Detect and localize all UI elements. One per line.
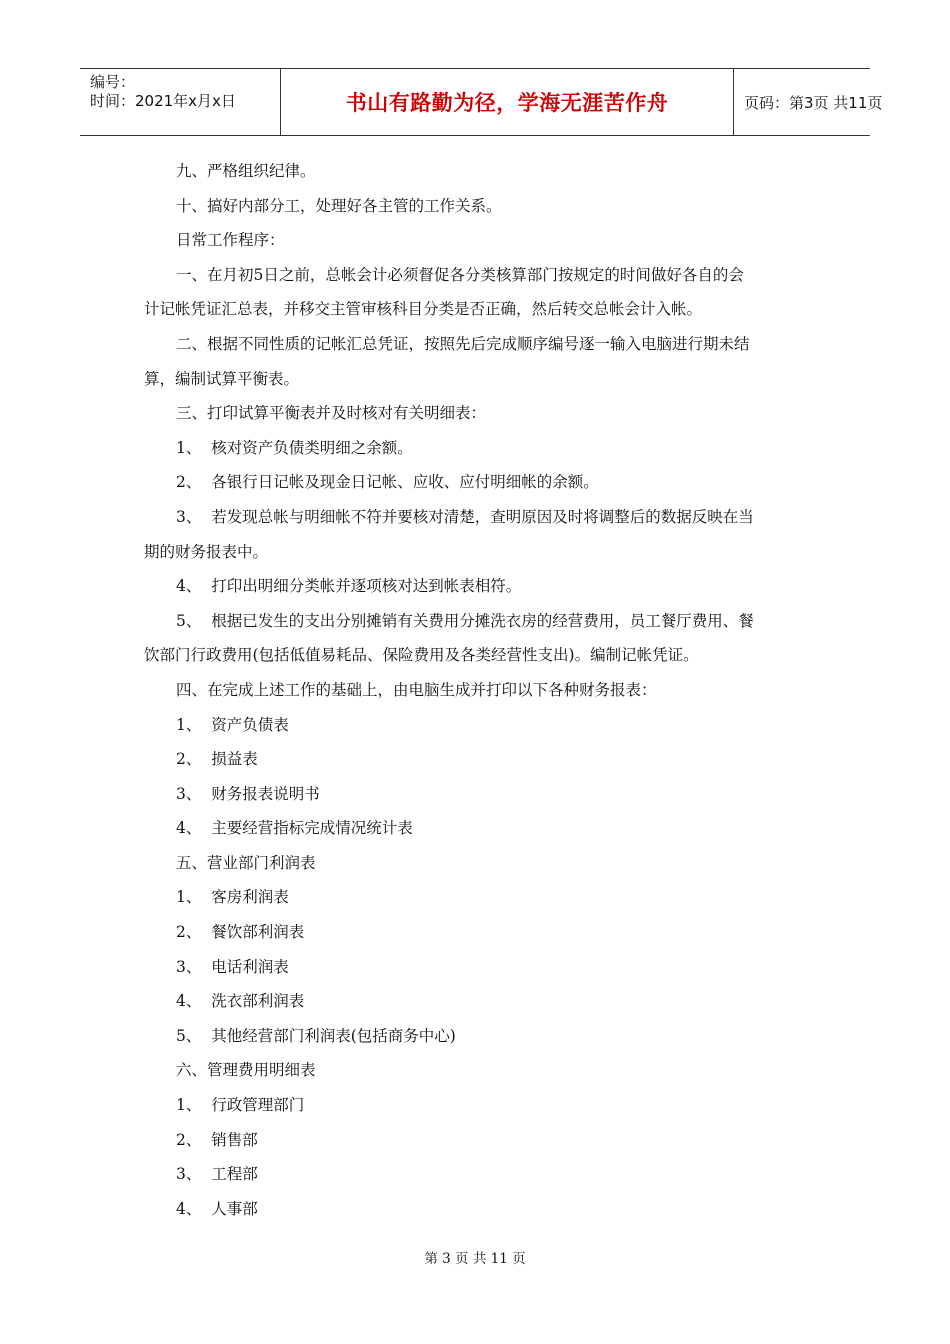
page-footer: 第 3 页 共 11 页	[424, 1251, 526, 1267]
body-line: 3、 若发现总帐与明细帐不符并要核对清楚，查明原因及时将调整后的数据反映在当	[176, 507, 754, 526]
body-line: 4、 人事部	[176, 1199, 258, 1218]
body-line: 算，编制试算平衡表。	[144, 369, 300, 388]
body-line: 2、 餐饮部利润表	[176, 923, 305, 942]
body-line: 九、严格组织纪律。	[176, 162, 316, 180]
document-date-label: 时间：2021年x月x日	[90, 92, 236, 110]
document-number-label: 编号：	[90, 73, 136, 91]
body-line: 2、 各银行日记帐及现金日记帐、应收、应付明细帐的余额。	[176, 473, 599, 492]
header-meta	[80, 69, 281, 135]
body-line: 日常工作程序：	[176, 231, 285, 250]
body-line: 4、 打印出明细分类帐并逐项核对达到帐表相符。	[176, 577, 522, 596]
header-page-info: 页码：第3页 共11页	[744, 93, 883, 112]
body-line: 2、 销售部	[176, 1130, 258, 1149]
body-line: 4、 洗衣部利润表	[176, 992, 305, 1011]
body-line: 六、管理费用明细表	[176, 1061, 316, 1080]
body-line: 计记帐凭证汇总表，并移交主管审核科目分类是否正确，然后转交总帐会计入帐。	[144, 300, 703, 319]
body-line: 1、 行政管理部门	[176, 1096, 305, 1115]
header-motto: 书山有路勤为径，学海无涯苦作舟	[281, 69, 734, 135]
body-line: 3、 财务报表说明书	[176, 784, 320, 803]
document-header	[80, 68, 883, 136]
body-line: 一、在月初5日之前，总帐会计必须督促各分类核算部门按规定的时间做好各自的会	[176, 265, 744, 284]
body-line: 十、搞好内部分工，处理好各主管的工作关系。	[176, 196, 502, 215]
body-line: 5、 其他经营部门利润表(包括商务中心)	[176, 1026, 456, 1045]
body-line: 1、 资产负债表	[176, 715, 289, 734]
body-line: 四、在完成上述工作的基础上，由电脑生成并打印以下各种财务报表：	[176, 680, 657, 699]
body-line: 2、 损益表	[176, 750, 258, 769]
body-line: 二、根据不同性质的记帐汇总凭证，按照先后完成顺序编号逐一输入电脑进行期未结	[176, 334, 750, 353]
body-line: 期的财务报表中。	[144, 542, 269, 561]
body-line: 4、 主要经营指标完成情况统计表	[176, 819, 413, 838]
body-line: 三、打印试算平衡表并及时核对有关明细表：	[176, 404, 487, 423]
body-line: 饮部门行政费用(包括低值易耗品、保险费用及各类经营性支出)。编制记帐凭证。	[144, 646, 699, 665]
body-line: 3、 电话利润表	[176, 957, 289, 976]
body-line: 1、 核对资产负债类明细之余额。	[176, 438, 413, 457]
body-line: 五、营业部门利润表	[176, 853, 316, 872]
document-body	[144, 154, 824, 1226]
body-line: 5、 根据已发生的支出分别摊销有关费用分摊洗衣房的经营费用，员工餐厅费用、餐	[176, 611, 754, 630]
body-line: 1、 客房利润表	[176, 888, 289, 907]
body-line: 3、 工程部	[176, 1165, 258, 1184]
